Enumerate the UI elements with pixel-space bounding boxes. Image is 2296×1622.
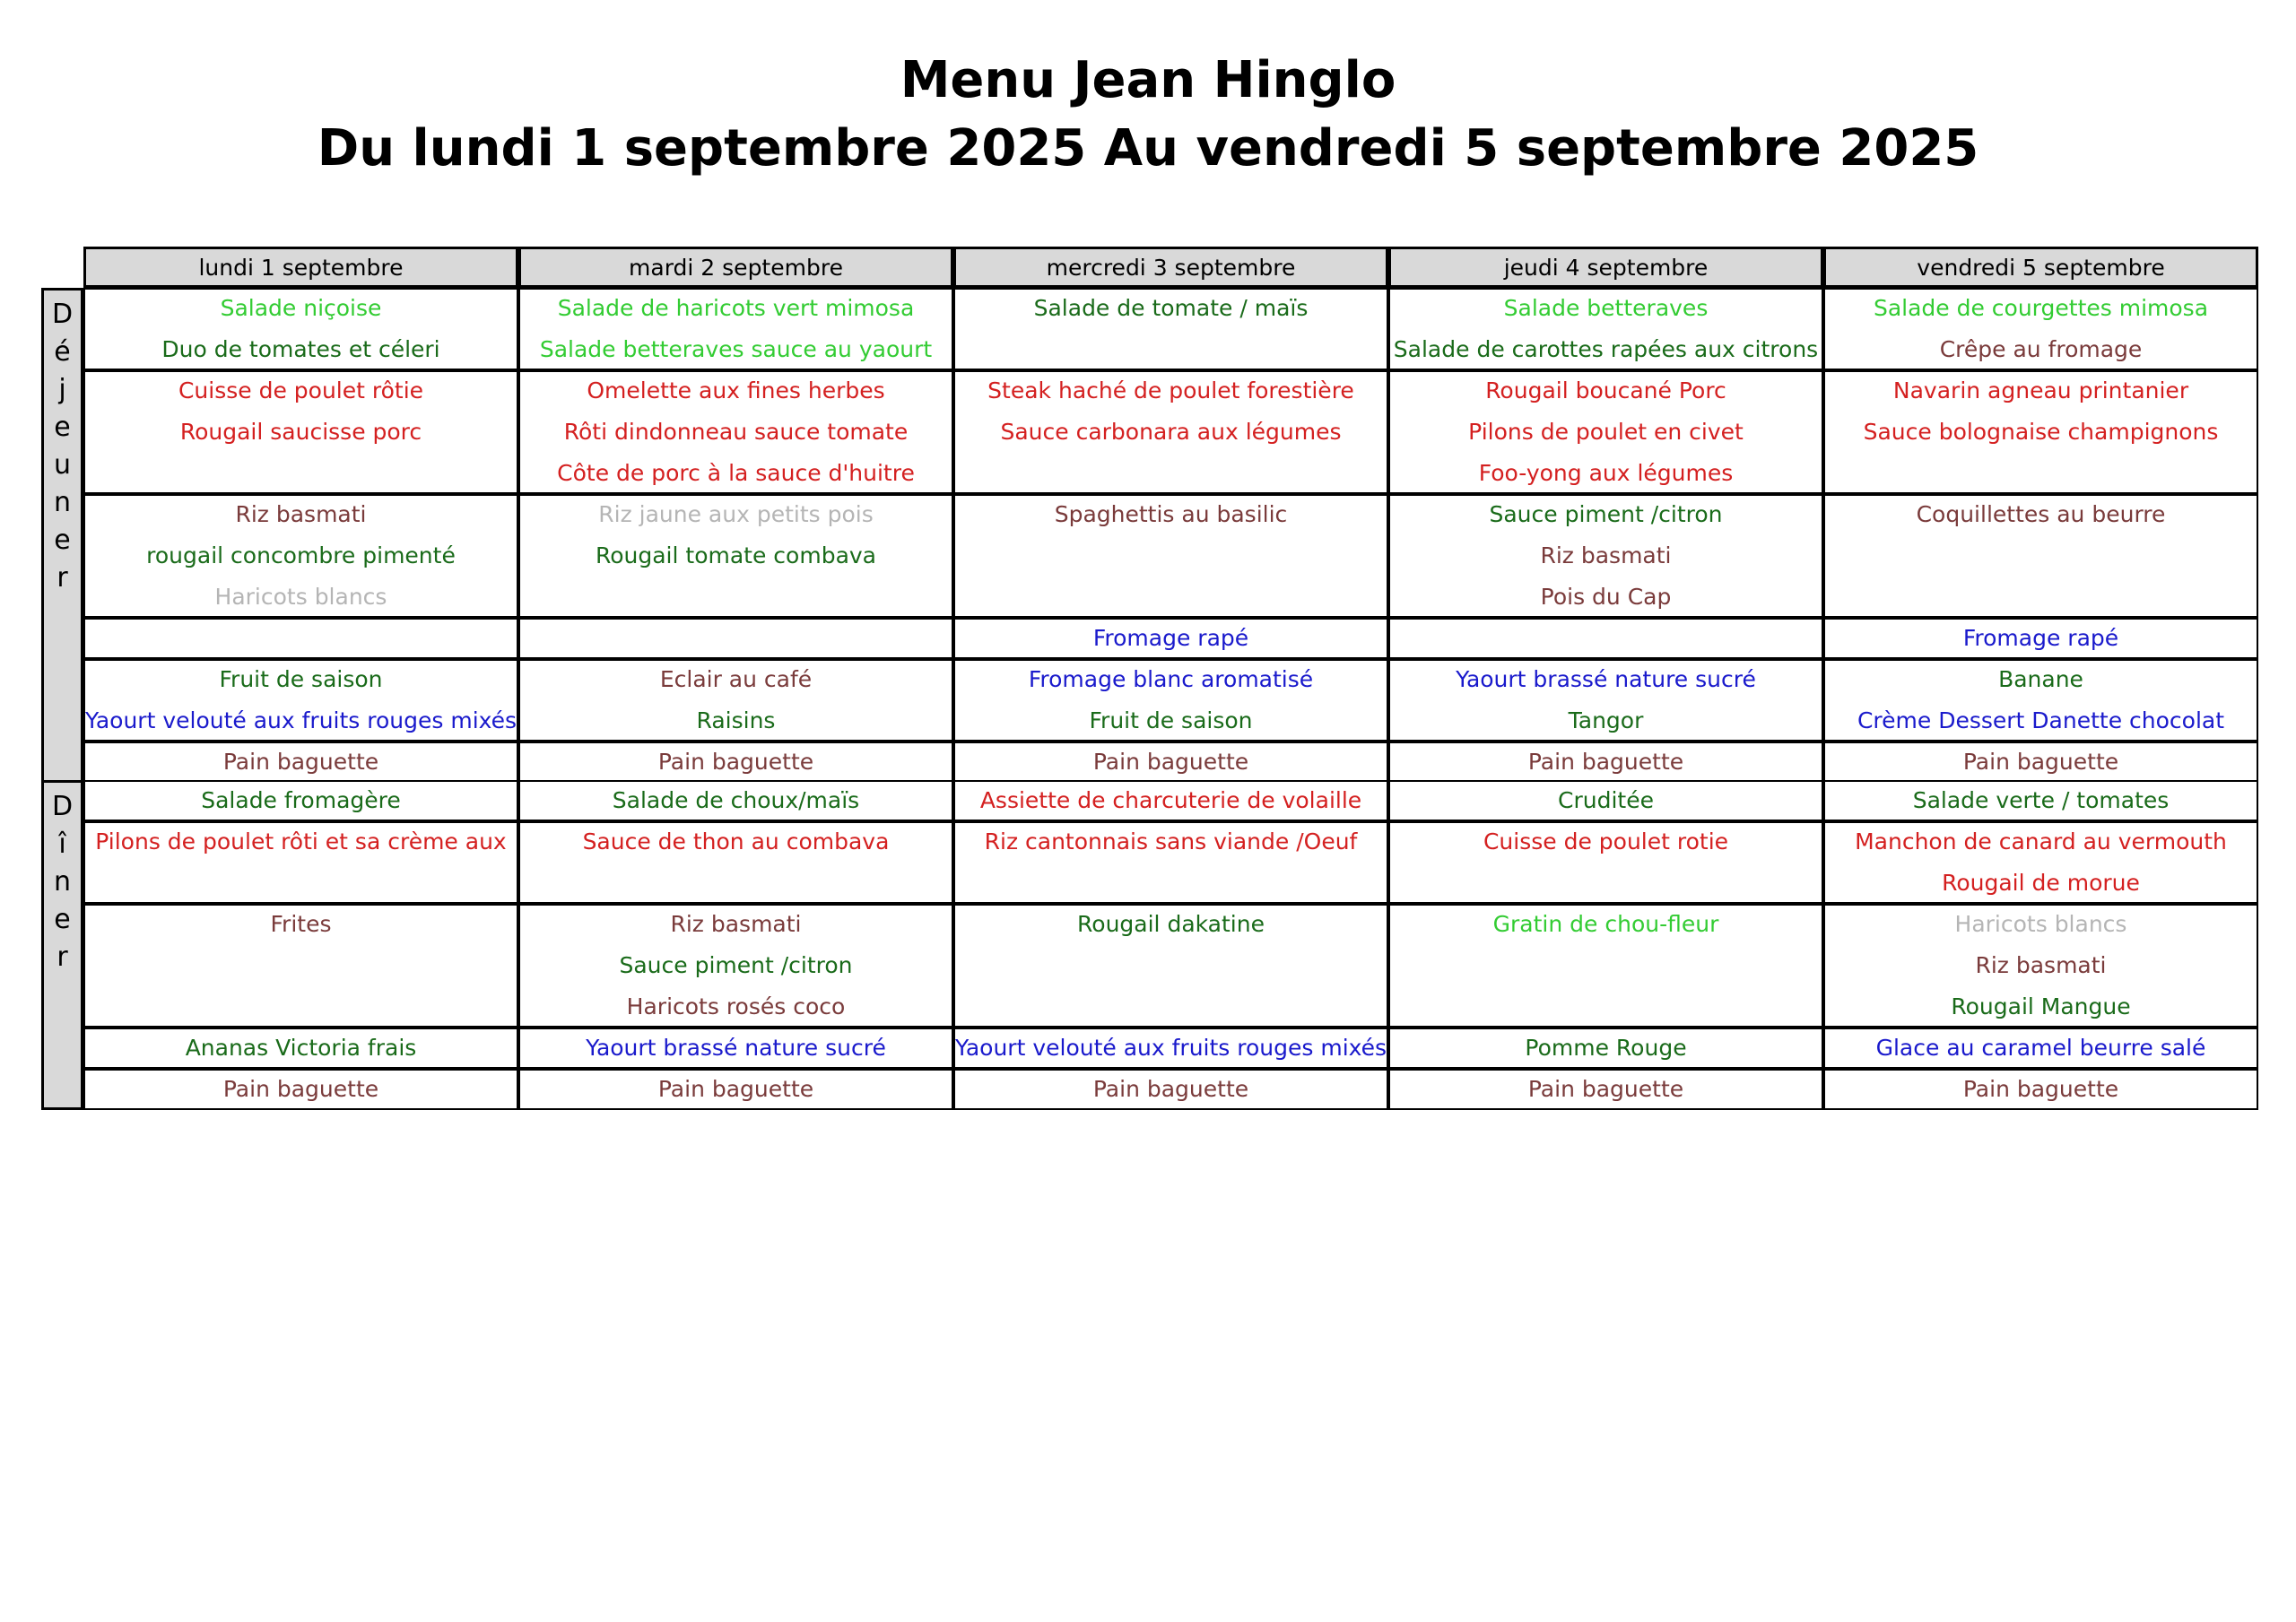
menu-cell bbox=[1823, 1028, 2258, 1069]
meal-label-letter: n bbox=[53, 487, 71, 518]
menu-cell bbox=[518, 370, 953, 494]
dish-item: Gratin de chou-fleur bbox=[1492, 911, 1719, 937]
day-header: jeudi 4 septembre bbox=[1388, 247, 1823, 288]
meal-label-diner bbox=[41, 780, 83, 1110]
meal-label-dejeuner bbox=[41, 288, 83, 783]
meal-label-letter: n bbox=[53, 866, 71, 898]
menu-cell bbox=[1823, 904, 2258, 1028]
menu-cell bbox=[83, 618, 518, 659]
dish-item: Salade de carottes rapées aux citrons bbox=[1393, 336, 1819, 362]
menu-cell bbox=[83, 742, 518, 783]
dish-item: Navarin agneau printanier bbox=[1892, 377, 2189, 403]
menu-cell bbox=[953, 904, 1388, 1028]
day-header: mardi 2 septembre bbox=[518, 247, 953, 288]
dish-item: Sauce piment /citron bbox=[619, 952, 853, 978]
dish-item: Salade niçoise bbox=[220, 295, 382, 321]
menu-cell bbox=[953, 494, 1388, 618]
dish-item: Salade de tomate / maïs bbox=[1033, 295, 1309, 321]
menu-cell bbox=[83, 370, 518, 494]
dish-item: Rougail Mangue bbox=[1951, 993, 2131, 1019]
meal-label-letter: D bbox=[51, 791, 74, 822]
menu-cell bbox=[1388, 659, 1823, 742]
dish-item: Spaghettis au basilic bbox=[1054, 501, 1288, 527]
menu-cell bbox=[1823, 1069, 2258, 1110]
dish-item: Foo-yong aux légumes bbox=[1478, 460, 1734, 486]
menu-cell bbox=[1823, 780, 2258, 821]
menu-cell bbox=[953, 618, 1388, 659]
dish-item: Ananas Victoria frais bbox=[185, 1035, 417, 1061]
dish-item: Crêpe au fromage bbox=[1939, 336, 2143, 362]
menu-cell bbox=[953, 288, 1388, 370]
menu-cell bbox=[518, 494, 953, 618]
dish-item: Riz basmati bbox=[235, 501, 367, 527]
menu-cell bbox=[83, 904, 518, 1028]
dish-item: Rougail saucisse porc bbox=[179, 419, 422, 445]
menu-cell bbox=[1388, 494, 1823, 618]
meal-label-letter: j bbox=[58, 374, 66, 405]
meal-label-letter: u bbox=[53, 449, 71, 481]
dish-item: Pain baguette bbox=[1092, 1076, 1249, 1102]
meal-label-letter: é bbox=[54, 336, 71, 368]
dish-item: Salade verte / tomates bbox=[1912, 787, 2170, 813]
menu-cell bbox=[518, 780, 953, 821]
menu-cell bbox=[518, 1069, 953, 1110]
page-subtitle: Du lundi 1 septembre 2025 Au vendredi 5 septembre 2025 bbox=[317, 119, 1979, 178]
dish-item: Cuisse de poulet rotie bbox=[1483, 828, 1729, 854]
dish-item: Pain baguette bbox=[1527, 1076, 1684, 1102]
meal-label-letter: D bbox=[51, 299, 74, 330]
dish-item: Fromage rapé bbox=[1092, 625, 1249, 651]
menu-cell bbox=[1823, 821, 2258, 904]
menu-cell bbox=[518, 288, 953, 370]
dish-item: Côte de porc à la sauce d'huitre bbox=[557, 460, 915, 486]
dish-item: Pilons de poulet en civet bbox=[1468, 419, 1744, 445]
dish-item: Rôti dindonneau sauce tomate bbox=[563, 419, 909, 445]
menu-cell bbox=[1388, 742, 1823, 783]
dish-item: Cruditée bbox=[1558, 787, 1654, 813]
menu-cell bbox=[953, 821, 1388, 904]
menu-cell bbox=[83, 1069, 518, 1110]
dish-item: Tangor bbox=[1568, 707, 1644, 733]
menu-cell bbox=[83, 780, 518, 821]
dish-item: Glace au caramel beurre salé bbox=[1875, 1035, 2206, 1061]
menu-cell bbox=[1823, 288, 2258, 370]
dish-item: Salade betteraves bbox=[1503, 295, 1709, 321]
dish-item: Pois du Cap bbox=[1540, 584, 1672, 610]
dish-item: Sauce de thon au combava bbox=[582, 828, 890, 854]
dish-item: Riz basmati bbox=[670, 911, 802, 937]
dish-item: Crème Dessert Danette chocolat bbox=[1857, 707, 2225, 733]
menu-cell bbox=[83, 1028, 518, 1069]
dish-item: rougail concombre pimenté bbox=[146, 542, 456, 568]
menu-cell bbox=[83, 288, 518, 370]
dish-item: Pomme Rouge bbox=[1525, 1035, 1687, 1061]
menu-cell bbox=[953, 370, 1388, 494]
menu-cell bbox=[953, 1028, 1388, 1069]
dish-item: Haricots blancs bbox=[214, 584, 387, 610]
dish-item: Eclair au café bbox=[659, 666, 813, 692]
dish-item: Yaourt brassé nature sucré bbox=[1456, 666, 1756, 692]
dish-item: Haricots rosés coco bbox=[626, 993, 846, 1019]
dish-item: Pain baguette bbox=[1962, 1076, 2119, 1102]
dish-item: Frites bbox=[270, 911, 332, 937]
dish-item: Coquillettes au beurre bbox=[1916, 501, 2166, 527]
dish-item: Salade de haricots vert mimosa bbox=[557, 295, 915, 321]
dish-item: Omelette aux fines herbes bbox=[587, 377, 885, 403]
dish-item: Rougail dakatine bbox=[1077, 911, 1265, 937]
menu-cell bbox=[1388, 904, 1823, 1028]
menu-cell bbox=[518, 742, 953, 783]
menu-cell bbox=[1823, 370, 2258, 494]
dish-item: Salade fromagère bbox=[201, 787, 401, 813]
menu-cell bbox=[1388, 1069, 1823, 1110]
dish-item: Yaourt velouté aux fruits rouges mixés bbox=[955, 1035, 1387, 1061]
menu-cell bbox=[953, 1069, 1388, 1110]
meal-label-letter: r bbox=[57, 562, 68, 594]
menu-cell bbox=[953, 780, 1388, 821]
menu-cell bbox=[1823, 494, 2258, 618]
day-header: mercredi 3 septembre bbox=[953, 247, 1388, 288]
dish-item: Manchon de canard au vermouth bbox=[1855, 828, 2227, 854]
meal-label-letter: e bbox=[54, 904, 71, 935]
menu-cell bbox=[953, 659, 1388, 742]
dish-item: Pain baguette bbox=[1527, 749, 1684, 775]
day-header: vendredi 5 septembre bbox=[1823, 247, 2258, 288]
dish-item: Yaourt brassé nature sucré bbox=[586, 1035, 886, 1061]
dish-item: Sauce piment /citron bbox=[1489, 501, 1723, 527]
dish-item: Fruit de saison bbox=[1089, 707, 1253, 733]
dish-item: Riz cantonnais sans viande /Oeuf bbox=[984, 828, 1358, 854]
menu-cell bbox=[1388, 618, 1823, 659]
menu-cell bbox=[518, 821, 953, 904]
dish-item: Salade de choux/maïs bbox=[612, 787, 860, 813]
dish-item: Pain baguette bbox=[1092, 749, 1249, 775]
dish-item: Raisins bbox=[696, 707, 776, 733]
menu-cell bbox=[1823, 618, 2258, 659]
dish-item: Pain baguette bbox=[1962, 749, 2119, 775]
dish-item: Riz basmati bbox=[1540, 542, 1672, 568]
menu-cell bbox=[83, 821, 518, 904]
dish-item: Assiette de charcuterie de volaille bbox=[979, 787, 1362, 813]
meal-label-letter: e bbox=[54, 412, 71, 443]
menu-cell bbox=[1823, 742, 2258, 783]
dish-item: Fromage rapé bbox=[1962, 625, 2119, 651]
dish-item: Rougail boucané Porc bbox=[1485, 377, 1726, 403]
dish-item: Rougail de morue bbox=[1942, 870, 2140, 896]
dish-item: Fromage blanc aromatisé bbox=[1028, 666, 1314, 692]
meal-label-letter: e bbox=[54, 525, 71, 556]
dish-item: Sauce carbonara aux légumes bbox=[1000, 419, 1342, 445]
menu-cell bbox=[83, 659, 518, 742]
dish-item: Haricots blancs bbox=[1954, 911, 2127, 937]
dish-item: Riz basmati bbox=[1975, 952, 2107, 978]
menu-cell bbox=[518, 659, 953, 742]
day-header: lundi 1 septembre bbox=[83, 247, 518, 288]
dish-item: Fruit de saison bbox=[219, 666, 383, 692]
dish-item: Salade betteraves sauce au yaourt bbox=[539, 336, 933, 362]
dish-item: Duo de tomates et céleri bbox=[161, 336, 440, 362]
menu-cell bbox=[1823, 659, 2258, 742]
dish-item: Pain baguette bbox=[657, 1076, 814, 1102]
meal-label-letter: î bbox=[58, 828, 66, 860]
dish-item: Sauce bolognaise champignons bbox=[1863, 419, 2219, 445]
menu-cell bbox=[1388, 370, 1823, 494]
menu-cell bbox=[518, 618, 953, 659]
menu-cell bbox=[83, 494, 518, 618]
dish-item: Yaourt velouté aux fruits rouges mixés bbox=[85, 707, 517, 733]
dish-item: Riz jaune aux petits pois bbox=[598, 501, 874, 527]
page-title: Menu Jean Hinglo bbox=[900, 51, 1396, 109]
dish-item: Pain baguette bbox=[222, 1076, 379, 1102]
dish-item: Pain baguette bbox=[657, 749, 814, 775]
menu-cell bbox=[518, 1028, 953, 1069]
dish-item: Banane bbox=[1998, 666, 2083, 692]
dish-item: Cuisse de poulet rôtie bbox=[178, 377, 424, 403]
dish-item: Rougail tomate combava bbox=[595, 542, 876, 568]
meal-label-letter: r bbox=[57, 941, 68, 973]
menu-cell bbox=[953, 742, 1388, 783]
dish-item: Salade de courgettes mimosa bbox=[1873, 295, 2209, 321]
dish-item: Pain baguette bbox=[222, 749, 379, 775]
dish-item: Steak haché de poulet forestière bbox=[987, 377, 1354, 403]
menu-cell bbox=[1388, 1028, 1823, 1069]
menu-cell bbox=[518, 904, 953, 1028]
menu-cell bbox=[1388, 780, 1823, 821]
dish-item: Pilons de poulet rôti et sa crème aux bbox=[95, 828, 507, 854]
menu-cell bbox=[1388, 288, 1823, 370]
menu-cell bbox=[1388, 821, 1823, 904]
